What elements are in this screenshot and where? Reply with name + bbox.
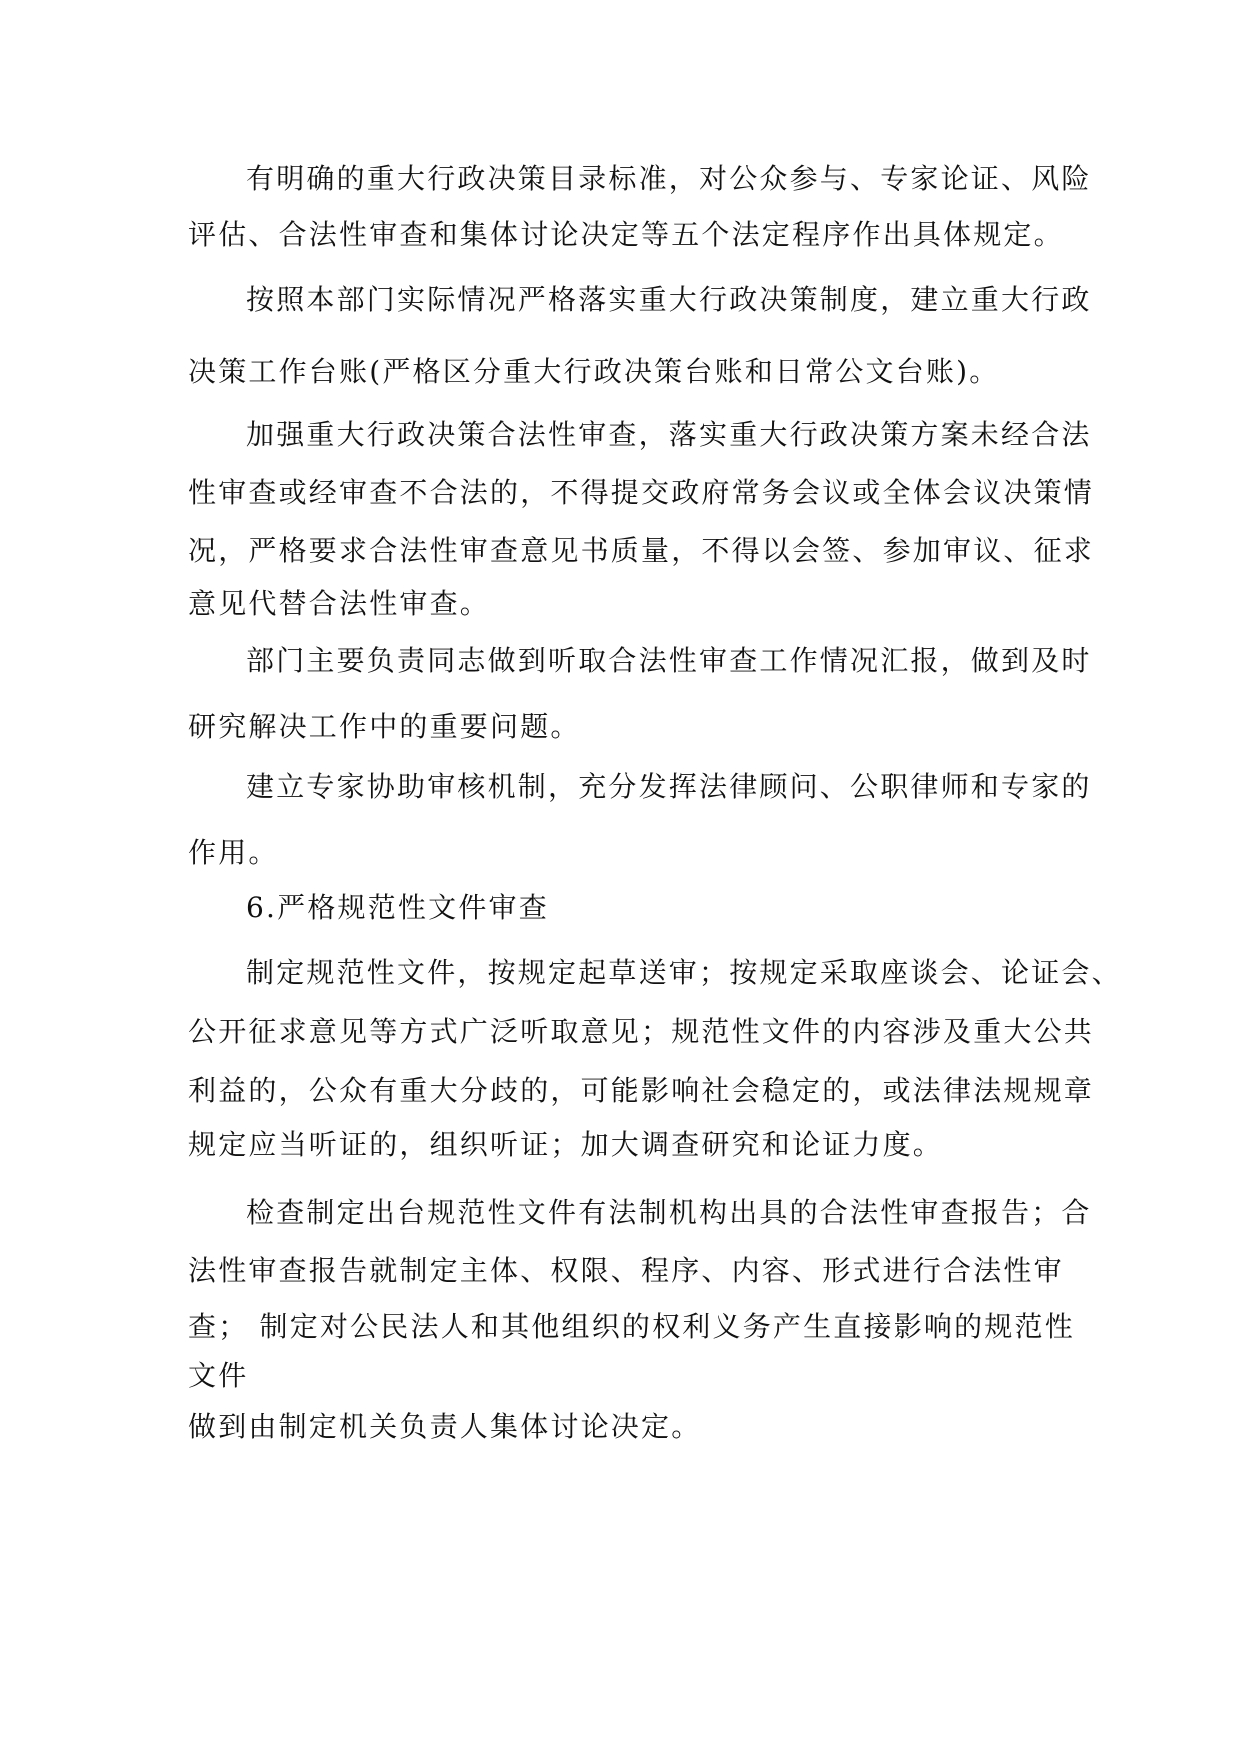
text-line: 制定规范性文件，按规定起草送审；按规定采取座谈会、论证会、 (246, 956, 1122, 989)
text-line: 研究解决工作中的重要问题。 (188, 710, 581, 743)
text-line: 部门主要负责同志做到听取合法性审查工作情况汇报，做到及时 (246, 644, 1092, 677)
text-line: 性审查或经审查不合法的，不得提交政府常务会议或全体会议决策情 (188, 476, 1095, 509)
text-line: 公开征求意见等方式广泛听取意见；规范性文件的内容涉及重大公共 (188, 1015, 1095, 1048)
text-line: 利益的，公众有重大分歧的，可能影响社会稳定的，或法律法规规章 (188, 1074, 1095, 1107)
text-line: 规定应当听证的，组织听证；加大调查研究和论证力度。 (188, 1128, 944, 1161)
text-line: 建立专家协助审核机制，充分发挥法律顾问、公职律师和专家的 (246, 770, 1092, 803)
text-line: 作用。 (188, 836, 279, 869)
text-line: 按照本部门实际情况严格落实重大行政决策制度，建立重大行政 (246, 283, 1092, 316)
text-line: 检查制定出台规范性文件有法制机构出具的合法性审查报告；合 (246, 1196, 1092, 1229)
text-line: 评估、合法性审查和集体讨论决定等五个法定程序作出具体规定。 (188, 218, 1064, 251)
text-line: 加强重大行政决策合法性审查，落实重大行政决策方案未经合法 (246, 418, 1092, 451)
text-line: 文件 (188, 1359, 249, 1392)
section-heading: 6.严格规范性文件审查 (246, 891, 549, 924)
text-line: 法性审查报告就制定主体、权限、程序、内容、形式进行合法性审 (188, 1254, 1064, 1287)
text-line: 决策工作台账(严格区分重大行政决策台账和日常公文台账)。 (188, 355, 1000, 388)
text-line: 查； 制定对公民法人和其他组织的权利义务产生直接影响的规范性 (188, 1310, 1075, 1343)
text-line: 有明确的重大行政决策目录标准，对公众参与、专家论证、风险 (246, 162, 1092, 195)
text-line: 意见代替合法性审查。 (188, 587, 491, 620)
text-line: 况，严格要求合法性审查意见书质量，不得以会签、参加审议、征求 (188, 534, 1095, 567)
text-line: 做到由制定机关负责人集体讨论决定。 (188, 1410, 702, 1443)
